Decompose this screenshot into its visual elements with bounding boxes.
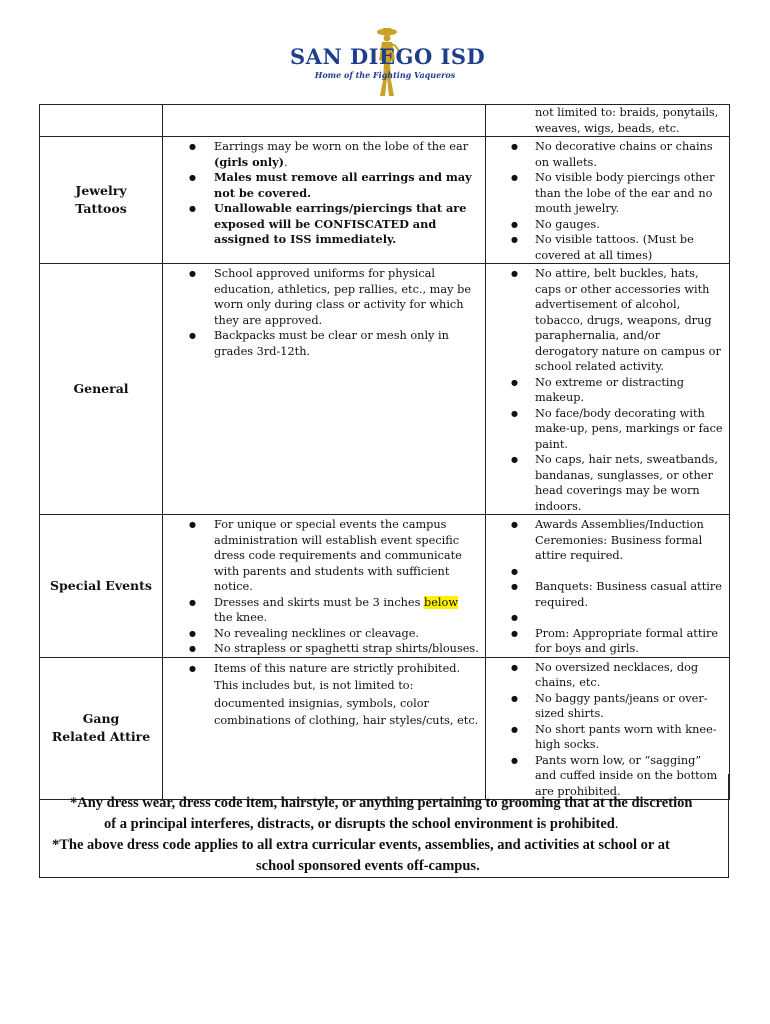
allowed-cell [163,137,486,264]
list-item: not limited to: braids, ponytails, weaves, wigs, beads, etc. [535,106,719,135]
school-tagline: Home of the Fighting Vaqueros [314,70,456,80]
category-cell [40,105,163,137]
allowed-cell [163,105,486,137]
list-item: ● Backpacks must be clear or mesh only in grades 3rd-12th. [163,328,479,359]
prohibited-cell [486,137,730,264]
list-item: ● No short pants worn with knee-high socks. [486,722,723,753]
list-item: ● School approved uniforms for physical education, athletics, pep rallies, etc., may be worn only during class or activity for which they are approved. [163,266,479,328]
category-label: Related Attire [51,729,151,745]
list-item: ● Males must remove all earrings and may not be covered. [163,170,479,201]
list-item: ● No oversized necklaces, dog chains, etc. [486,660,723,691]
footer-line: school sponsored events off-campus. [256,858,480,874]
school-name: SAN DIEGO ISD [290,44,486,69]
list-item: ● No caps, hair nets, sweatbands, bandanas, sunglasses, or other head coverings may be worn indoors. [486,452,723,514]
list-item: ● No visible body piercings other than the lobe of the ear and no mouth jewelry. [486,170,723,217]
list-item: ● Dresses and skirts must be 3 inches below the knee. [163,595,479,626]
table-row [40,137,730,264]
table-row [40,264,730,515]
list-item: ● No revealing necklines or cleavage. [163,626,479,642]
category-cell [40,137,163,264]
school-logo [290,26,486,98]
list-item [486,610,723,626]
category-label: General [73,381,129,396]
list-item: ● No extreme or distracting makeup. [486,375,723,406]
category-cell [40,264,163,515]
prohibited-cell [486,515,730,658]
footer-line: *The above dress code applies to all extra curricular events, assemblies, and activities at school or at [52,837,670,853]
list-item: ● Banquets: Business casual attire required. [486,579,723,610]
footer-line: of a principal interferes, distracts, or disrupts the school environment is prohibited. [104,816,619,832]
list-item: ● For unique or special events the campus administration will establish event specific dress code requirements and communicate with parents and students with sufficient notice. [163,517,479,595]
table-row [40,515,730,658]
list-item: ● No decorative chains or chains on wallets. [486,139,723,170]
category-label: Tattoos [75,201,127,216]
allowed-cell [163,264,486,515]
footer-note [39,774,729,878]
highlighted-text: below [424,595,459,609]
list-item: ● Prom: Appropriate formal attire for boys and girls. [486,626,723,657]
prohibited-cell [486,105,730,137]
list-item: ● No strapless or spaghetti strap shirts/blouses. [163,641,479,657]
category-label: Special Events [50,577,152,593]
category-cell [40,515,163,658]
allowed-cell [163,515,486,658]
list-item: ● Earrings may be worn on the lobe of the ear (girls only). [163,139,479,170]
dress-code-table [39,104,730,800]
list-item: ● Items of this nature are strictly prohibited. This includes but, is not limited to: documented insignias, symbols, color combinations of clothing, hair styles/cuts, etc. [163,660,479,730]
category-label: Gang [82,711,120,727]
list-item: ● No face/body decorating with make-up, pens, markings or face paint. [486,406,723,453]
list-item: ● Awards Assemblies/Induction Ceremonies: Business formal attire required. [486,517,723,564]
table-row [40,105,730,137]
footer-line: *Any dress wear, dress code item, hairstyle, or anything pertaining to grooming that at the discretion [70,795,693,811]
list-item: ● No visible tattoos. (Must be covered at all times) [486,232,723,263]
list-item: ● Unallowable earrings/piercings that are exposed will be CONFISCATED and assigned to ISS immediately. [163,201,479,248]
prohibited-cell [486,264,730,515]
category-label: Jewelry [75,183,127,198]
list-item: ● Pants worn low, or “sagging” and cuffed inside on the bottom are prohibited. [486,753,723,800]
list-item: ● No baggy pants/jeans or over-sized shirts. [486,691,723,722]
list-item [486,564,723,580]
list-item: ● No gauges. [486,217,723,233]
list-item: ● No attire, belt buckles, hats, caps or other accessories with advertisement of alcohol, tobacco, drugs, weapons, drug paraphernalia, and/or derogatory nature on campus or school related activity. [486,266,723,375]
